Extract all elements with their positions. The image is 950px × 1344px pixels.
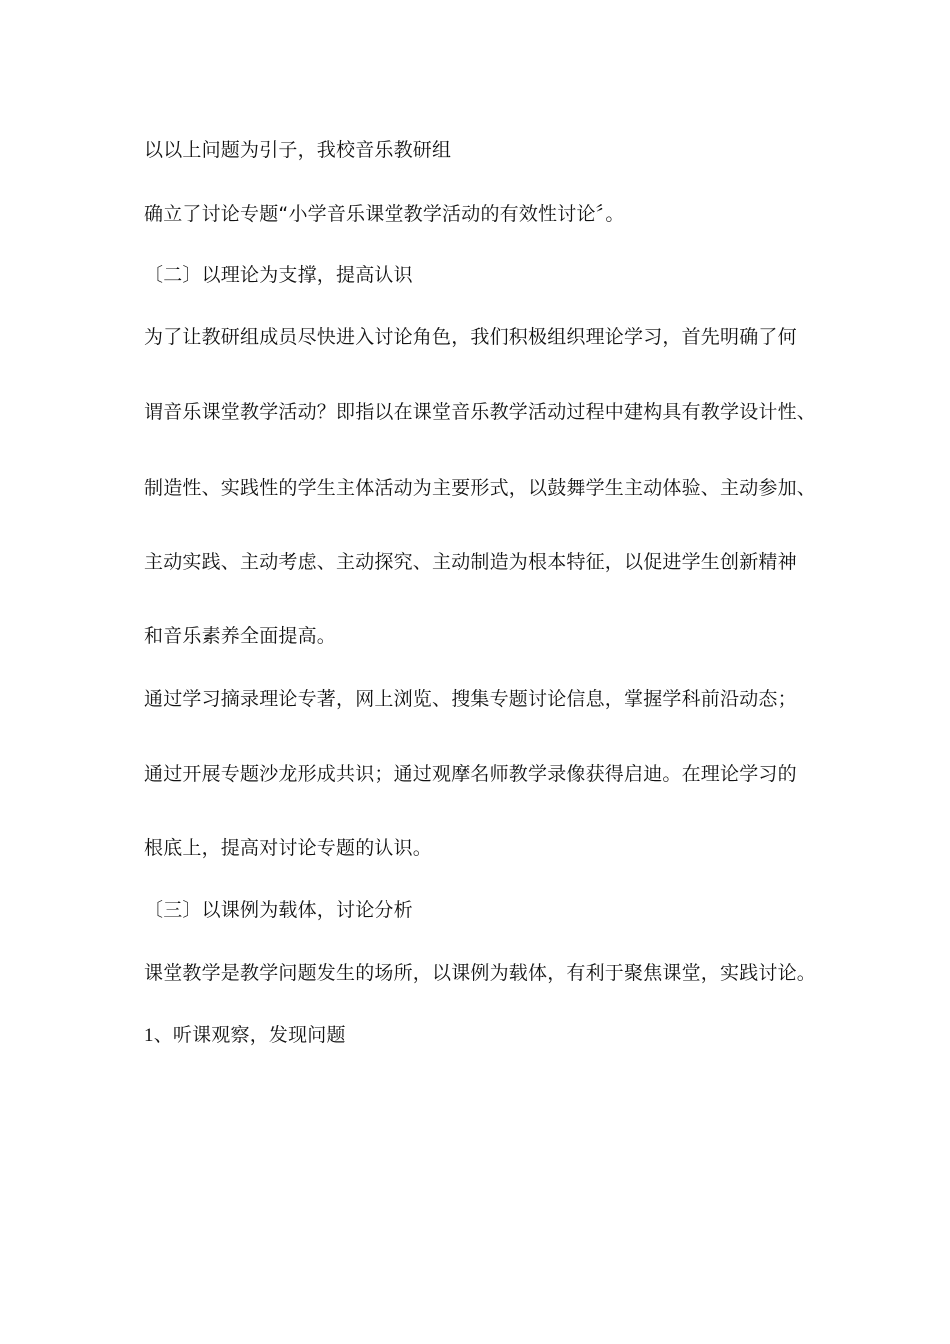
paragraph-line: 为了让教研组成员尽快进入讨论角色，我们积极组织理论学习，首先明确了何 (144, 326, 797, 348)
paragraph-line: 和音乐素养全面提高。 (144, 625, 337, 647)
paragraph-line: 确立了讨论专题“小学音乐课堂教学活动的有效性讨论〞。 (144, 203, 625, 225)
list-item-heading (144, 1022, 346, 1049)
paragraph-line: 谓音乐课堂教学活动？即指以在课堂音乐教学活动过程中建构具有教学设计性、 (144, 401, 817, 423)
paragraph-line: 主动实践、主动考虑、主动探究、主动制造为根本特征，以促进学生创新精神 (144, 551, 797, 573)
section-heading: 〔二〕以理论为支撑，提高认识 (144, 264, 413, 286)
section-heading: 〔三〕以课例为载体，讨论分析 (144, 899, 413, 921)
paragraph-line: 通过学习摘录理论专著，网上浏览、搜集专题讨论信息，掌握学科前沿动态； (144, 688, 797, 710)
list-item-number: 1 (144, 1025, 154, 1046)
list-item-text: 、听课观察，发现问题 (153, 1024, 346, 1046)
paragraph-line: 制造性、实践性的学生主体活动为主要形式，以鼓舞学生主动体验、主动参加、 (144, 477, 817, 499)
paragraph-line: 课堂教学是教学问题发生的场所，以课例为载体，有利于聚焦课堂，实践讨论。 (144, 962, 817, 984)
paragraph-line: 通过开展专题沙龙形成共识；通过观摩名师教学录像获得启迪。在理论学习的 (144, 763, 797, 785)
paragraph-line: 以以上问题为引子，我校音乐教研组 (144, 139, 452, 161)
paragraph-line: 根底上，提高对讨论专题的认识。 (144, 837, 433, 859)
